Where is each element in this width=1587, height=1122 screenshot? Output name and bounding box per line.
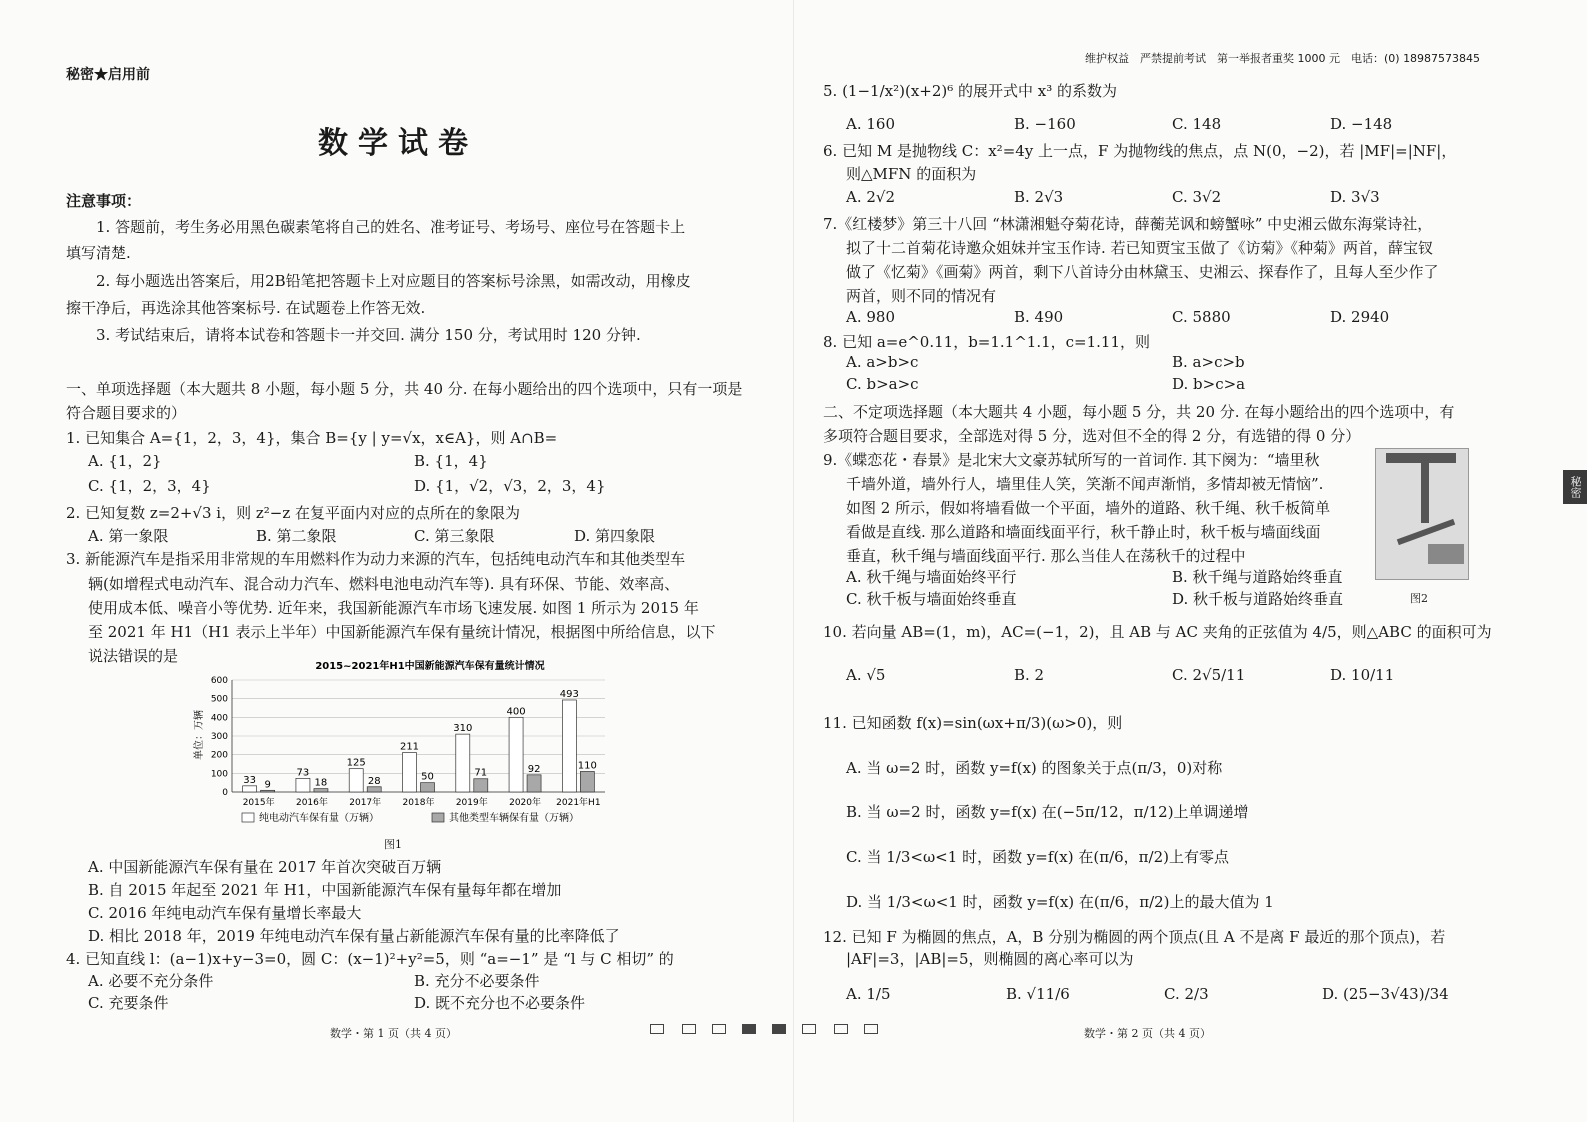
question-11: 11. 已知函数 f(x)=sin(ωx+π/3)(ω>0)，则 bbox=[823, 714, 1123, 732]
chart-data-label: 92 bbox=[527, 763, 541, 775]
chart-bar-other bbox=[527, 775, 541, 792]
chart-bar-other bbox=[261, 790, 275, 792]
q7-option-d: D. 2940 bbox=[1330, 308, 1390, 326]
question-9-line5: 垂直，秋千绳与墙面线面平行. 那么当佳人在荡秋千的过程中 bbox=[846, 547, 1246, 565]
q5-option-d: D. −148 bbox=[1330, 115, 1393, 133]
chart-x-tick-label: 2016年 bbox=[295, 798, 328, 808]
chart-bar-other bbox=[474, 779, 488, 792]
notice-2b: 擦干净后，再选涂其他答案标号. 在试题卷上作答无效. bbox=[66, 299, 426, 317]
q4-option-b: B. 充分不必要条件 bbox=[414, 972, 540, 990]
q3-option-d: D. 相比 2018 年，2019 年纯电动汽车保有量占新能源汽车保有量的比率降低了 bbox=[88, 927, 620, 945]
q12-option-d: D. (25−3√43)/34 bbox=[1322, 985, 1449, 1003]
chart-legend bbox=[242, 811, 579, 824]
chart-x-tick-label: 2019年 bbox=[455, 798, 488, 808]
chart-y-tick-label: 100 bbox=[210, 769, 228, 780]
notice-1b: 填写清楚. bbox=[66, 244, 131, 262]
q12-option-c: C. 2/3 bbox=[1164, 985, 1209, 1003]
chart-bar-other bbox=[367, 787, 381, 792]
marker-square bbox=[742, 1024, 756, 1034]
chart-y-tick-label: 200 bbox=[210, 750, 228, 761]
q11-option-a: A. 当 ω=2 时，函数 y=f(x) 的图象关于点(π/3，0)对称 bbox=[846, 759, 1223, 777]
question-9-line1: 9.《蝶恋花・春景》是北宋大文豪苏轼所写的一首词作. 其下阕为：“墙里秋 bbox=[823, 451, 1320, 469]
question-3-line5: 说法错误的是 bbox=[88, 647, 179, 665]
q1-option-d: D. {1，√2，√3，2，3，4} bbox=[414, 477, 606, 495]
marker-square bbox=[772, 1024, 786, 1034]
chart-data-label: 18 bbox=[314, 777, 328, 789]
chart-y-tick-label: 500 bbox=[210, 694, 228, 705]
q1-option-a: A. {1，2} bbox=[88, 452, 162, 470]
marker-square bbox=[802, 1024, 816, 1034]
q5-option-a: A. 160 bbox=[846, 115, 895, 133]
q4-option-c: C. 充要条件 bbox=[88, 994, 169, 1012]
q9-option-d: D. 秋千板与道路始终垂直 bbox=[1172, 590, 1344, 608]
q11-option-b: B. 当 ω=2 时，函数 y=f(x) 在(−5π/12，π/12)上单调递增 bbox=[846, 803, 1249, 821]
side-tab: 秘密 bbox=[1563, 470, 1587, 504]
figure-2-illustration bbox=[1375, 448, 1469, 580]
chart-bar-ev bbox=[403, 753, 417, 792]
q2-option-a: A. 第一象限 bbox=[88, 527, 169, 545]
question-12-line1: 12. 已知 F 为椭圆的焦点，A，B 分别为椭圆的两个顶点(且 A 不是离 F 最近的那个顶点)，若 bbox=[823, 928, 1446, 946]
marker-square bbox=[682, 1024, 696, 1034]
marker-square bbox=[650, 1024, 664, 1034]
q10-option-b: B. 2 bbox=[1014, 666, 1045, 684]
page-divider bbox=[793, 0, 794, 1122]
chart-y-tick-label: 0 bbox=[222, 788, 228, 798]
chart-y-tick-label: 600 bbox=[210, 676, 228, 686]
q7-option-c: C. 5880 bbox=[1172, 308, 1231, 326]
figure-2-caption: 图2 bbox=[1410, 592, 1428, 605]
question-7-line3: 做了《忆菊》《画菊》两首，剩下八首诗分由林黛玉、史湘云、探春作了，且每人至少作了 bbox=[846, 263, 1439, 281]
chart-data-label: 493 bbox=[559, 688, 579, 700]
chart-data-label: 125 bbox=[346, 757, 366, 769]
q6-option-a: A. 2√2 bbox=[846, 188, 896, 206]
q9-option-c: C. 秋千板与墙面始终垂直 bbox=[846, 590, 1017, 608]
q5-option-c: C. 148 bbox=[1172, 115, 1222, 133]
q11-option-d: D. 当 1/3<ω<1 时，函数 y=f(x) 在(π/6，π/2)上的最大值为 1 bbox=[846, 893, 1274, 911]
notice-3: 3. 考试结束后，请将本试卷和答题卡一并交回. 满分 150 分，考试用时 120 分钟. bbox=[96, 326, 641, 344]
q7-option-a: A. 980 bbox=[846, 308, 895, 326]
q6-option-c: C. 3√2 bbox=[1172, 188, 1222, 206]
q10-option-d: D. 10/11 bbox=[1330, 666, 1395, 684]
chart-legend-label: 其他类型车辆保有量（万辆） bbox=[449, 813, 579, 824]
q2-option-d: D. 第四象限 bbox=[574, 527, 656, 545]
q8-option-b: B. a>c>b bbox=[1172, 353, 1245, 371]
chart-x-tick-label: 2020年 bbox=[509, 798, 542, 808]
notice-2a: 2. 每小题选出答案后，用2B铅笔把答题卡上对应题目的答案标号涂黑，如需改动，用橡皮 bbox=[96, 272, 691, 290]
marker-square bbox=[712, 1024, 726, 1034]
notice-title: 注意事项： bbox=[66, 192, 142, 210]
chart-bar-ev bbox=[243, 786, 257, 792]
page-title: 数学试卷 bbox=[318, 126, 478, 161]
section-2-heading: 二、不定项选择题（本大题共 4 小题，每小题 5 分，共 20 分. 在每小题给出的四个选项中，有 bbox=[823, 403, 1455, 421]
chart-legend-swatch bbox=[242, 813, 254, 822]
q5-option-b: B. −160 bbox=[1014, 115, 1076, 133]
chart-y-label: 单位：万辆 bbox=[194, 710, 205, 760]
figure-1-caption: 图1 bbox=[384, 838, 402, 851]
chart-bar-ev bbox=[349, 769, 363, 792]
chart-bar-ev bbox=[509, 717, 523, 792]
question-9-line4: 看做是直线. 那么道路和墙面线面平行，秋千静止时，秋千板与墙面线面 bbox=[846, 523, 1321, 541]
chart-y-tick-label: 300 bbox=[210, 732, 228, 742]
question-12-line2: |AF|=3，|AB|=5，则椭圆的离心率可以为 bbox=[846, 950, 1134, 968]
chart-x-tick-label: 2017年 bbox=[349, 798, 382, 808]
chart-data-label: 9 bbox=[264, 779, 271, 791]
secret-label: 秘密★启用前 bbox=[66, 67, 150, 83]
illustration-shape bbox=[1421, 463, 1429, 523]
q9-option-a: A. 秋千绳与墙面始终平行 bbox=[846, 568, 1017, 586]
figure-1-chart bbox=[180, 655, 620, 835]
q11-option-c: C. 当 1/3<ω<1 时，函数 y=f(x) 在(π/6，π/2)上有零点 bbox=[846, 848, 1229, 866]
question-1: 1. 已知集合 A={1，2，3，4}，集合 B={y | y=√x，x∈A}，则 A∩B= bbox=[66, 429, 558, 447]
chart-bar-other bbox=[421, 783, 435, 792]
chart-title: 2015~2021年H1中国新能源汽车保有量统计情况 bbox=[315, 661, 545, 672]
q3-option-a: A. 中国新能源汽车保有量在 2017 年首次突破百万辆 bbox=[88, 858, 442, 876]
question-9-line2: 千墙外道，墙外行人，墙里佳人笑，笑渐不闻声渐悄，多情却被无情恼”. bbox=[846, 475, 1324, 493]
section-1-heading: 一、单项选择题（本大题共 8 小题，每小题 5 分，共 40 分. 在每小题给出的四个选项中，只有一项是 bbox=[66, 380, 743, 398]
question-3-line4: 至 2021 年 H1（H1 表示上半年）中国新能源汽车保有量统计情况，根据图中所给信息，以下 bbox=[88, 623, 716, 641]
chart-x-tick-label: 2015年 bbox=[242, 798, 275, 808]
question-6-line1: 6. 已知 M 是抛物线 C：x²=4y 上一点，F 为抛物线的焦点，点 N(0，−2)，若 |MF|=|NF|， bbox=[823, 142, 1457, 160]
chart-bar-ev bbox=[562, 700, 576, 792]
page-2-footer: 数学・第 2 页（共 4 页） bbox=[1084, 1027, 1211, 1040]
chart-data-label: 50 bbox=[421, 771, 434, 783]
q12-option-b: B. √11/6 bbox=[1006, 985, 1070, 1003]
illustration-shape bbox=[1428, 544, 1464, 564]
chart-bar-ev bbox=[456, 734, 470, 792]
chart-data-label: 71 bbox=[474, 767, 488, 779]
chart-data-label: 73 bbox=[296, 767, 310, 779]
marker-square bbox=[834, 1024, 848, 1034]
q10-option-a: A. √5 bbox=[846, 666, 886, 684]
chart-bar-other bbox=[580, 771, 594, 792]
q8-option-d: D. b>c>a bbox=[1172, 375, 1246, 393]
marker-square bbox=[864, 1024, 878, 1034]
chart-data-label: 28 bbox=[367, 775, 381, 787]
question-7-line4: 两首，则不同的情况有 bbox=[846, 287, 997, 305]
chart-bars bbox=[243, 689, 597, 792]
q10-option-c: C. 2√5/11 bbox=[1172, 666, 1246, 684]
chart-bar-ev bbox=[296, 778, 310, 792]
section-1-heading-cont: 符合题目要求的） bbox=[66, 404, 187, 422]
chart-data-label: 110 bbox=[577, 760, 597, 772]
q2-option-c: C. 第三象限 bbox=[414, 527, 495, 545]
chart-legend-label: 纯电动汽车保有量（万辆） bbox=[259, 813, 379, 824]
chart-data-label: 400 bbox=[506, 706, 526, 718]
question-7-line1: 7.《红楼梦》第三十八回 “林潇湘魁夺菊花诗，薛蘅芜讽和螃蟹咏” 中史湘云做东海棠诗社， bbox=[823, 215, 1433, 233]
q7-option-b: B. 490 bbox=[1014, 308, 1064, 326]
q8-option-a: A. a>b>c bbox=[846, 353, 919, 371]
q8-option-c: C. b>a>c bbox=[846, 375, 919, 393]
question-5: 5. (1−1/x²)(x+2)⁶ 的展开式中 x³ 的系数为 bbox=[823, 82, 1118, 100]
illustration-shape bbox=[1386, 453, 1456, 463]
q6-option-b: B. 2√3 bbox=[1014, 188, 1064, 206]
notice-1a: 1. 答题前，考生务必用黑色碳素笔将自己的姓名、准考证号、考场号、座位号在答题卡上 bbox=[96, 218, 686, 236]
question-3-line1: 3. 新能源汽车是指采用非常规的车用燃料作为动力来源的汽车，包括纯电动汽车和其他类型车 bbox=[66, 550, 686, 568]
page-1-footer: 数学・第 1 页（共 4 页） bbox=[330, 1027, 457, 1040]
q4-option-a: A. 必要不充分条件 bbox=[88, 972, 214, 990]
q1-option-b: B. {1，4} bbox=[414, 452, 488, 470]
q1-option-c: C. {1，2，3，4} bbox=[88, 477, 211, 495]
chart-x-tick-label: 2021年H1 bbox=[556, 798, 601, 808]
question-9-line3: 如图 2 所示，假如将墙看做一个平面，墙外的道路、秋千绳、秋千板简单 bbox=[846, 499, 1331, 517]
top-warning-bar: 维护权益 严禁提前考试 第一举报者重奖 1000 元 电话：(0) 18987573845 bbox=[1085, 52, 1481, 65]
chart-x-tick-label: 2018年 bbox=[402, 798, 435, 808]
chart-legend-swatch bbox=[432, 813, 444, 822]
q12-option-a: A. 1/5 bbox=[846, 985, 891, 1003]
chart-data-label: 310 bbox=[453, 723, 473, 735]
question-3-line3: 使用成本低、噪音小等优势. 近年来，我国新能源汽车市场飞速发展. 如图 1 所示为 2015 年 bbox=[88, 599, 699, 617]
question-3-line2: 辆(如增程式电动汽车、混合动力汽车、燃料电池电动汽车等). 具有环保、节能、效率高、 bbox=[88, 575, 680, 593]
question-8: 8. 已知 a=e^0.11，b=1.1^1.1，c=1.11，则 bbox=[823, 333, 1151, 351]
question-10: 10. 若向量 AB=(1，m)，AC=(−1，2)，且 AB 与 AC 夹角的正弦值为 4/5，则△ABC 的面积可为 bbox=[823, 623, 1492, 641]
chart-data-label: 33 bbox=[243, 774, 257, 786]
q9-option-b: B. 秋千绳与道路始终垂直 bbox=[1172, 568, 1343, 586]
chart-bar-other bbox=[314, 789, 328, 792]
q2-option-b: B. 第二象限 bbox=[256, 527, 337, 545]
question-4: 4. 已知直线 l：(a−1)x+y−3=0，圆 C：(x−1)²+y²=5，则 “a=−1” 是 “l 与 C 相切” 的 bbox=[66, 950, 674, 968]
question-6-line2: 则△MFN 的面积为 bbox=[846, 165, 977, 183]
chart-data-label: 211 bbox=[399, 741, 420, 753]
question-2: 2. 已知复数 z=2+√3 i，则 z²−z 在复平面内对应的点所在的象限为 bbox=[66, 504, 521, 522]
section-2-heading-cont: 多项符合题目要求，全部选对得 5 分，选对但不全的得 2 分，有选错的得 0 分） bbox=[823, 427, 1361, 445]
q4-option-d: D. 既不充分也不必要条件 bbox=[414, 994, 586, 1012]
q3-option-b: B. 自 2015 年起至 2021 年 H1，中国新能源汽车保有量每年都在增加 bbox=[88, 881, 562, 899]
q6-option-d: D. 3√3 bbox=[1330, 188, 1380, 206]
question-7-line2: 拟了十二首菊花诗邀众姐妹并宝玉作诗. 若已知贾宝玉做了《访菊》《种菊》两首，薛宝钗 bbox=[846, 239, 1434, 257]
chart-y-tick-label: 400 bbox=[210, 713, 228, 724]
q3-option-c: C. 2016 年纯电动汽车保有量增长率最大 bbox=[88, 904, 362, 922]
